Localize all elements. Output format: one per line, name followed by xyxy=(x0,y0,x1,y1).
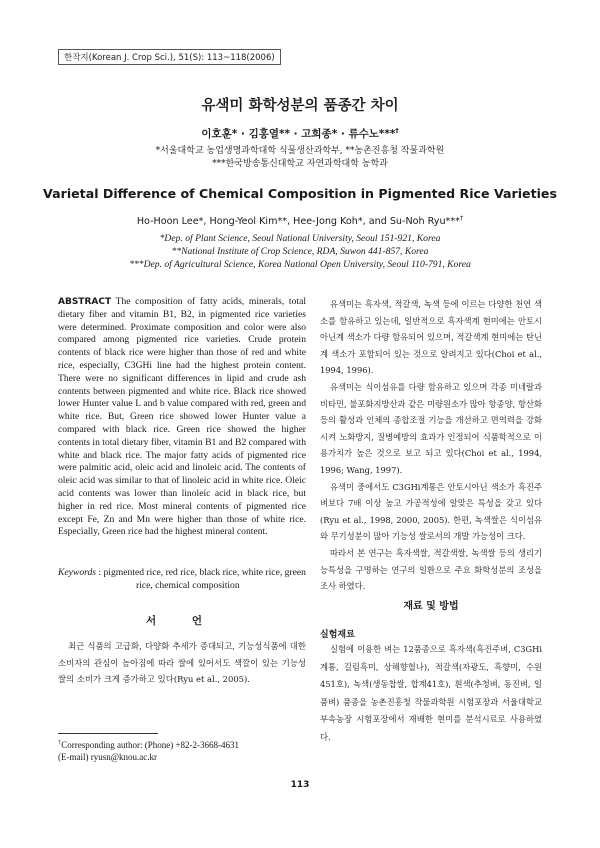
corresponding-mark: † xyxy=(395,126,399,135)
paragraph-c3ghi: 유색미 중에서도 C3GHi계통은 안토시아닌 색소가 흑진주벼보다 7배 이상 높고 가공적성에 알맞은 특성을 갖고 있다(Ryu et al., 1998, 2000, 2005). 한편, 녹색쌀은 식이섬유와 무기성분이 많아 기능성 쌀로서의 개발 가능성이 크다. xyxy=(320,481,542,542)
abstract-label: ABSTRACT xyxy=(58,297,112,307)
footnote-divider xyxy=(58,733,158,734)
materials-heading: 재료 및 방법 xyxy=(403,601,459,612)
abstract-text: The composition of fatty acids, minerals, total dietary fiber and vitamin B1, B2, in pigmented rice varieties were determined. Proximate composition and color were also compared among pigmented rice varieties. Crude protein contents of black rice were higher than those of red and white rice, especially, C3GHi line had the highest protein content. There were no significant differences in lipid and crude ash contents between pigmented and white rice. Black rice showed lower Hunter value L and b value compared with red, green and white rice. But, Green rice showed lower Hunter value a compared with black rice. Green rice showed the higher contents in total dietary fiber, vitamin B1 and B2 compared with white and black rice. The major fatty acids of pigmented rice were palmitic acid, oleic acid and linoleic acid. The contents of oleic acid was similar to that of linoleic acid in white rice. Oleic acid contents was lower than linoleic acid in black rice, but higher in red rice. Most mineral contents of pigmented rice except Fe, Zn and Mn were higher than those of white rice. Especially, Green rice had the highest mineral content. xyxy=(58,296,306,538)
authors-korean-text: 이호훈* · 김홍열** · 고희종* · 류수노*** xyxy=(201,128,396,140)
keywords: Keywords : pigmented rice, red rice, black rice, white rice, green rice, chemical composition xyxy=(58,567,306,591)
affiliation-english-2: **National Institute of Crop Science, RDA, Suwon 441-857, Korea xyxy=(171,246,429,257)
page-number: 113 xyxy=(290,780,310,790)
paragraph-nutrition: 유색미는 식이섬유를 다량 함유하고 있으며 각종 미네랄과 비타민, 불포화지방산과 같은 미량원소가 많아 항종양, 항산화 등의 활성과 인체의 종합조절 기능을 개선하고 면역력을 강화시켜 노화방지, 질병예방의 효과가 인정되어 식품학적으로 이용가치가 높은 것으로 보고 되고 있다(Choi et al., 1994, 1996; Wang, 1997). xyxy=(320,381,542,475)
paragraph-pigments: 유색미는 흑자색, 적갈색, 녹색 등에 이르는 다양한 천연 색소를 함유하고 있는데, 일반적으로 흑자색계 현미에는 안토시아닌계 색소가 다량 함유되어 있으며, 적갈색계 현미에는 탄닌계 색소가 포함되어 있는 것으로 알려지고 있다(Choi et al., 1994, 1996). xyxy=(320,299,542,376)
abstract xyxy=(58,296,306,539)
footnote-line-2: (E-mail) ryusn@knou.ac.kr xyxy=(58,752,158,762)
title-korean: 유색미 화학성분의 품종간 차이 xyxy=(201,98,399,114)
materials-body: 실험에 이용한 벼는 12품종으로 흑자색(흑진주벼, C3GHi계통, 길림흑미, 상해향혈나), 적갈색(자광도, 흑향미, 수원451호), 녹색(생동찹쌀, 합계41호), 흰색(추청벼, 동진벼, 일품벼) 품종을 농촌진흥청 작물과학원 시험포장과 서울대학교 부속농장 시험포장에서 재배한 현미를 분석시료로 사용하였다. xyxy=(320,644,542,742)
affiliation-korean-2: ***한국방송통신대학교 자연과학대학 농학과 xyxy=(212,159,388,169)
journal-reference: 한작지(Korean J. Crop Sci.), 51(S): 113~118(2006) xyxy=(58,49,281,65)
intro-body: 최근 식품의 고급화, 다양화 추세가 증대되고, 기능성식품에 대한 소비자의 관심이 높아짐에 따라 쌀에 있어서도 색깔이 있는 기능성 쌀의 소비가 크게 증가하고 있다(Ryu et al., 2005). xyxy=(58,641,306,684)
keywords-list: pigmented rice, red rice, black rice, white rice, green rice, chemical composition xyxy=(103,567,306,591)
authors-english-text: Ho-Hoon Lee*, Hong-Yeol Kim**, Hee-Jong Koh*, and Su-Noh Ryu*** xyxy=(136,216,460,228)
intro-continued xyxy=(320,296,542,595)
intro-heading: 서 언 xyxy=(146,615,218,627)
authors-korean xyxy=(0,126,600,141)
affiliation-english-3: ***Dep. of Agricultural Science, Korea National Open University, Seoul 110-791, Korea xyxy=(129,259,471,270)
affiliation-english-1: *Dep. of Plant Science, Seoul National University, Seoul 151-921, Korea xyxy=(159,233,441,244)
footnote-line-1: Corresponding author: (Phone) +82-2-3668-4631 xyxy=(61,740,240,750)
materials-subheading: 실험재료 xyxy=(320,630,355,640)
footnote-mark: † xyxy=(58,739,62,746)
paragraph-purpose: 따라서 본 연구는 흑자색쌀, 적갈색쌀, 녹색쌀 등의 생리기능특성을 구명하는 연구의 일환으로 주요 화학성분의 조성을 조사 하였다. xyxy=(320,547,542,592)
keywords-label: Keywords xyxy=(58,567,97,578)
affiliation-korean-1: *서울대학교 농업생명과학대학 식물생산과학부, **농촌진흥청 작물과학원 xyxy=(155,146,445,156)
corresponding-mark-en: † xyxy=(459,214,464,222)
authors-english xyxy=(0,214,600,227)
footnote xyxy=(58,737,306,763)
title-english: Varietal Difference of Chemical Composition in Pigmented Rice Varieties xyxy=(43,186,557,201)
